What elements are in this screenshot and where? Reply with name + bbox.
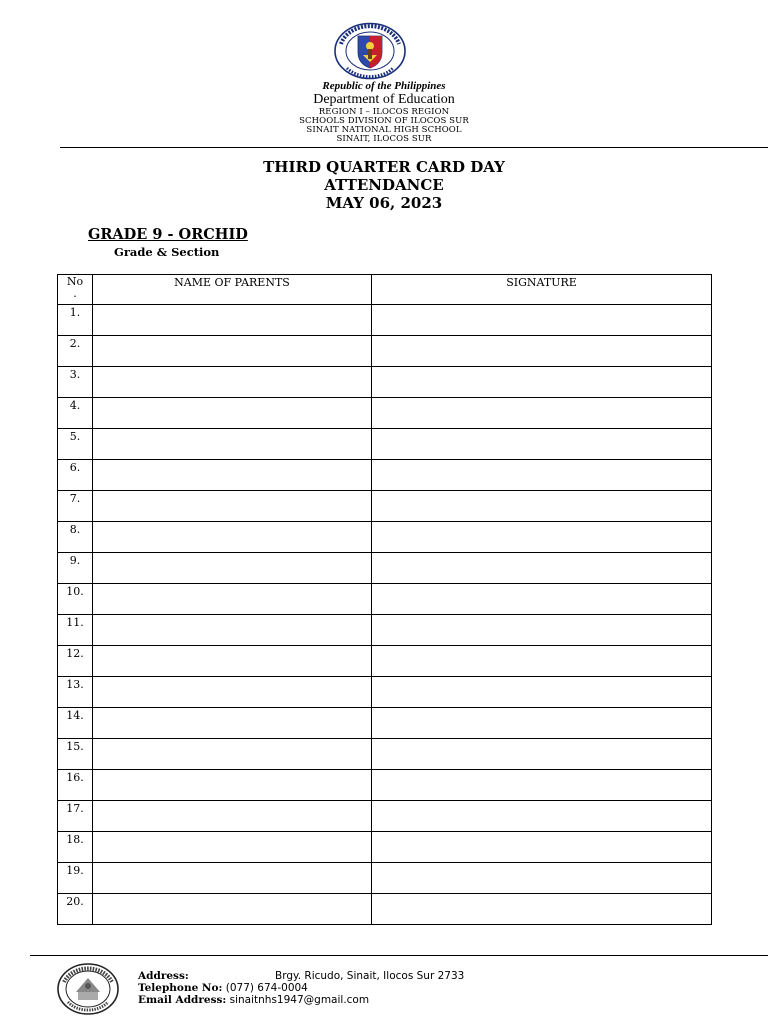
parent-name-cell[interactable] bbox=[93, 615, 372, 646]
grade-section-value: GRADE 9 - ORCHID bbox=[88, 226, 248, 243]
signature-cell[interactable] bbox=[372, 646, 712, 677]
table-row bbox=[58, 553, 712, 584]
town-text: SINAIT, ILOCOS SUR bbox=[336, 134, 432, 144]
telephone-value: (077) 674-0004 bbox=[225, 982, 308, 994]
parent-name-cell[interactable] bbox=[93, 491, 372, 522]
parent-name-cell[interactable] bbox=[93, 646, 372, 677]
table-row bbox=[58, 584, 712, 615]
row-number: 6. bbox=[58, 460, 93, 491]
table-row bbox=[58, 832, 712, 863]
row-number: 3. bbox=[58, 367, 93, 398]
telephone-label: Telephone No: bbox=[138, 982, 223, 994]
row-number: 2. bbox=[58, 336, 93, 367]
table-row bbox=[58, 336, 712, 367]
signature-cell[interactable] bbox=[372, 522, 712, 553]
row-number: 16. bbox=[58, 770, 93, 801]
row-number: 4. bbox=[58, 398, 93, 429]
signature-cell[interactable] bbox=[372, 615, 712, 646]
parent-name-cell[interactable] bbox=[93, 832, 372, 863]
row-number: 14. bbox=[58, 708, 93, 739]
footer-telephone bbox=[138, 982, 308, 994]
signature-cell[interactable] bbox=[372, 429, 712, 460]
table-row bbox=[58, 708, 712, 739]
header-no-top: No bbox=[66, 275, 84, 288]
signature-cell[interactable] bbox=[372, 708, 712, 739]
region-text: REGION I – ILOCOS REGION bbox=[318, 107, 450, 117]
table-header-row bbox=[58, 275, 712, 305]
signature-cell[interactable] bbox=[372, 739, 712, 770]
row-number: 10. bbox=[58, 584, 93, 615]
signature-cell[interactable] bbox=[372, 305, 712, 336]
signature-cell[interactable] bbox=[372, 367, 712, 398]
row-number: 9. bbox=[58, 553, 93, 584]
row-number: 5. bbox=[58, 429, 93, 460]
row-number: 7. bbox=[58, 491, 93, 522]
row-number: 15. bbox=[58, 739, 93, 770]
header-no bbox=[58, 275, 93, 305]
footer-email bbox=[138, 994, 369, 1006]
table-row bbox=[58, 429, 712, 460]
title-date: MAY 06, 2023 bbox=[325, 194, 443, 212]
table-row bbox=[58, 894, 712, 925]
signature-cell[interactable] bbox=[372, 336, 712, 367]
table-row bbox=[58, 367, 712, 398]
header-signature: SIGNATURE bbox=[372, 275, 712, 305]
table-row bbox=[58, 739, 712, 770]
parent-name-cell[interactable] bbox=[93, 460, 372, 491]
signature-cell[interactable] bbox=[372, 832, 712, 863]
header-name-of-parents: NAME OF PARENTS bbox=[93, 275, 372, 305]
parent-name-cell[interactable] bbox=[93, 770, 372, 801]
table-row bbox=[58, 801, 712, 832]
header-divider bbox=[60, 147, 768, 148]
parent-name-cell[interactable] bbox=[93, 584, 372, 615]
attendance-table bbox=[57, 274, 712, 925]
address-label: Address: bbox=[138, 970, 189, 982]
email-value: sinaitnhs1947@gmail.com bbox=[229, 994, 370, 1006]
email-label: Email Address: bbox=[138, 994, 227, 1006]
title-line-2: ATTENDANCE bbox=[324, 176, 444, 194]
signature-cell[interactable] bbox=[372, 801, 712, 832]
school-seal-logo bbox=[56, 962, 120, 1016]
row-number: 8. bbox=[58, 522, 93, 553]
republic-text: Republic of the Philippines bbox=[322, 80, 446, 92]
parent-name-cell[interactable] bbox=[93, 398, 372, 429]
table-row bbox=[58, 305, 712, 336]
parent-name-cell[interactable] bbox=[93, 801, 372, 832]
row-number: 1. bbox=[58, 305, 93, 336]
table-row bbox=[58, 460, 712, 491]
table-row bbox=[58, 646, 712, 677]
footer-address bbox=[138, 970, 465, 982]
signature-cell[interactable] bbox=[372, 460, 712, 491]
row-number: 18. bbox=[58, 832, 93, 863]
header-no-bottom: . bbox=[73, 287, 77, 300]
parent-name-cell[interactable] bbox=[93, 305, 372, 336]
department-text: Department of Education bbox=[313, 92, 455, 107]
parent-name-cell[interactable] bbox=[93, 367, 372, 398]
signature-cell[interactable] bbox=[372, 677, 712, 708]
deped-seal-logo bbox=[333, 22, 407, 80]
row-number: 12. bbox=[58, 646, 93, 677]
table-row bbox=[58, 863, 712, 894]
signature-cell[interactable] bbox=[372, 894, 712, 925]
table-row bbox=[58, 615, 712, 646]
row-number: 19. bbox=[58, 863, 93, 894]
table-row bbox=[58, 770, 712, 801]
table-row bbox=[58, 677, 712, 708]
row-number: 13. bbox=[58, 677, 93, 708]
row-number: 11. bbox=[58, 615, 93, 646]
table-row bbox=[58, 398, 712, 429]
parent-name-cell[interactable] bbox=[93, 739, 372, 770]
parent-name-cell[interactable] bbox=[93, 677, 372, 708]
signature-cell[interactable] bbox=[372, 553, 712, 584]
division-text: SCHOOLS DIVISION OF ILOCOS SUR bbox=[299, 116, 469, 126]
footer-divider bbox=[30, 955, 768, 956]
title-line-1: THIRD QUARTER CARD DAY bbox=[263, 158, 505, 176]
parent-name-cell[interactable] bbox=[93, 553, 372, 584]
signature-cell[interactable] bbox=[372, 584, 712, 615]
table-row bbox=[58, 491, 712, 522]
signature-cell[interactable] bbox=[372, 863, 712, 894]
parent-name-cell[interactable] bbox=[93, 522, 372, 553]
parent-name-cell[interactable] bbox=[93, 429, 372, 460]
parent-name-cell[interactable] bbox=[93, 863, 372, 894]
row-number: 17. bbox=[58, 801, 93, 832]
row-number: 20. bbox=[58, 894, 93, 925]
school-text: SINAIT NATIONAL HIGH SCHOOL bbox=[306, 125, 462, 135]
grade-section-caption: Grade & Section bbox=[114, 245, 220, 259]
signature-cell[interactable] bbox=[372, 398, 712, 429]
parent-name-cell[interactable] bbox=[93, 894, 372, 925]
parent-name-cell[interactable] bbox=[93, 336, 372, 367]
parent-name-cell[interactable] bbox=[93, 708, 372, 739]
address-value: Brgy. Ricudo, Sinait, Ilocos Sur 2733 bbox=[275, 970, 465, 982]
signature-cell[interactable] bbox=[372, 491, 712, 522]
table-row bbox=[58, 522, 712, 553]
signature-cell[interactable] bbox=[372, 770, 712, 801]
table-body bbox=[58, 305, 712, 925]
